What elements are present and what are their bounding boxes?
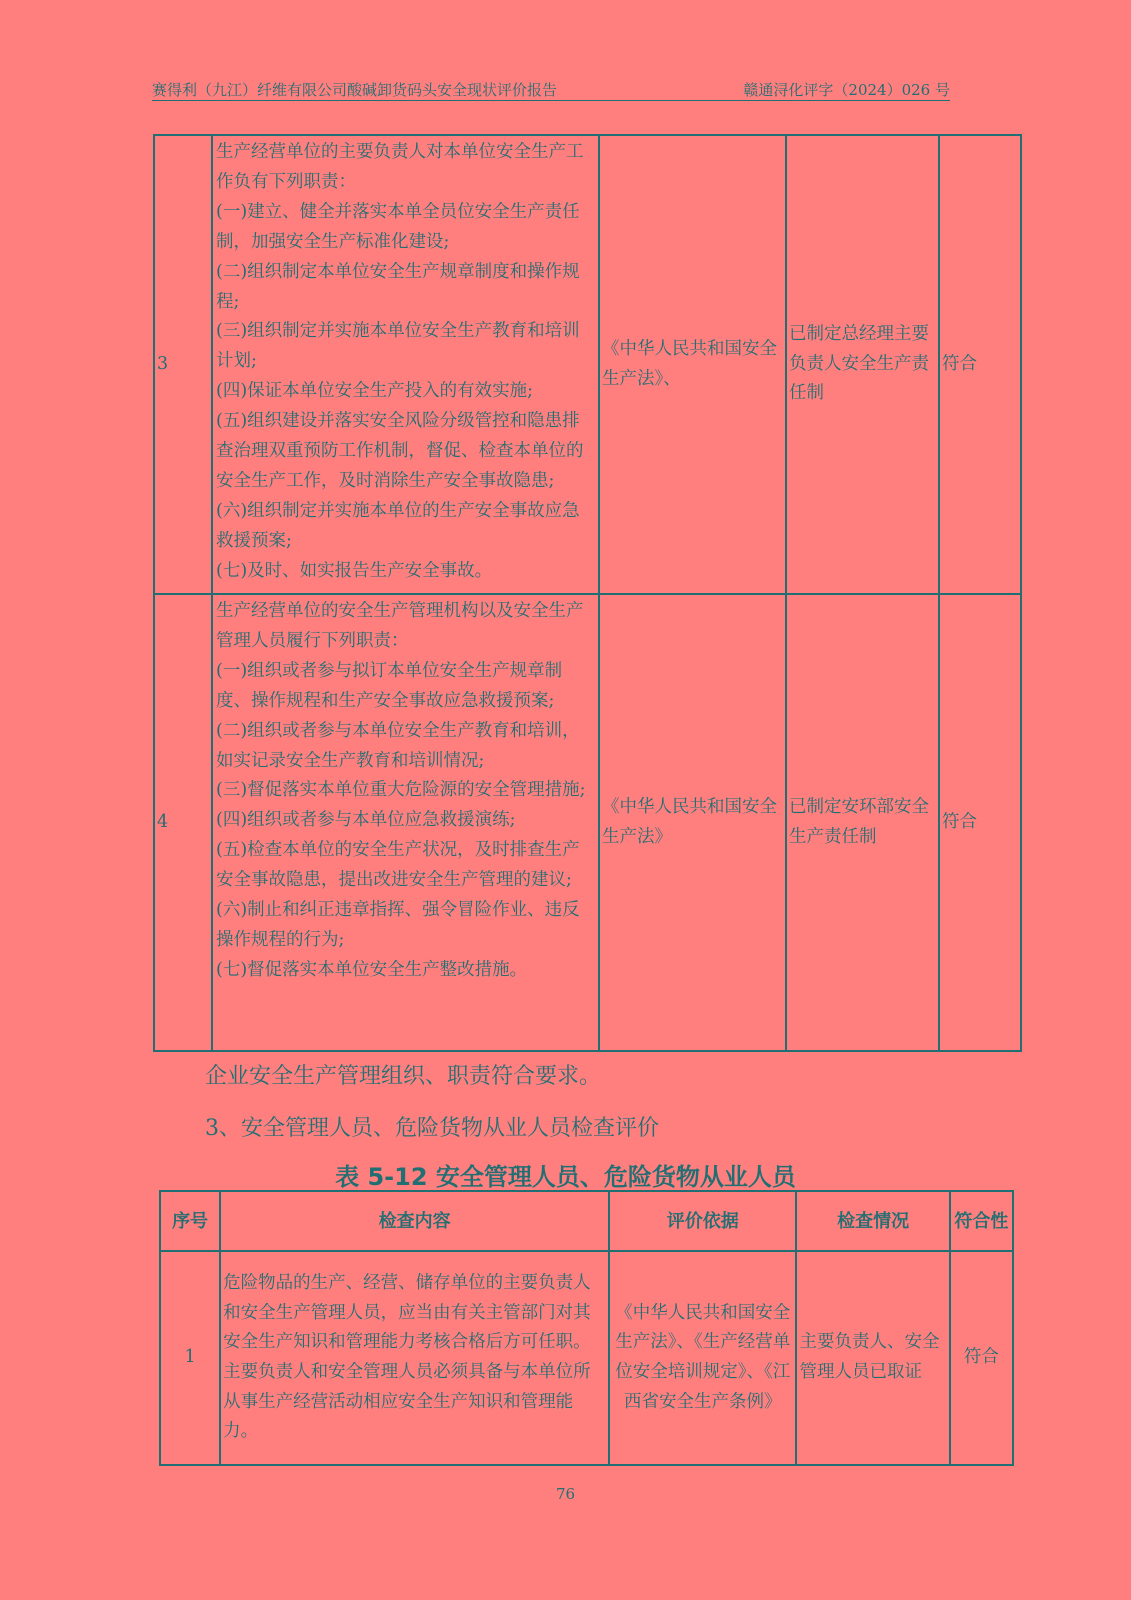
- check-status: 已制定安环部安全生产责任制: [786, 594, 939, 1051]
- content-line: (一)组织或者参与拟订本单位安全生产规章制度、操作规程和生产安全事故应急救援预案;: [216, 660, 563, 711]
- header-status: 检查情况: [796, 1191, 949, 1251]
- check-content: [212, 135, 599, 594]
- section-heading: 3、安全管理人员、危险货物从业人员检查评价: [205, 1116, 659, 1141]
- content-line: (二)组织或者参与本单位安全生产教育和培训，如实记录安全生产教育和培训情况;: [216, 720, 580, 771]
- conclusion-paragraph: 企业安全生产管理组织、职责符合要求。: [205, 1064, 602, 1089]
- check-status: 已制定总经理主要负责人安全生产责任制: [786, 135, 939, 594]
- row-number: 4: [154, 594, 212, 1051]
- content-line: (三)组织制定并实施本单位安全生产教育和培训计划;: [216, 321, 580, 372]
- content-line: (四)保证本单位安全生产投入的有效实施;: [216, 381, 534, 402]
- table-row: [160, 1251, 1013, 1465]
- content-line: 主要负责人和安全管理人员必须具备与本单位所从事生产经营活动相应安全生产知识和管理能力。: [223, 1362, 591, 1442]
- content-line: (一)建立、健全并落实本单全员位安全生产责任制，加强安全生产标准化建设;: [216, 201, 580, 252]
- evaluation-basis: 《中华人民共和国安全生产法》: [599, 594, 786, 1051]
- check-status: 主要负责人、安全管理人员已取证: [796, 1251, 949, 1465]
- content-line: (六)组织制定并实施本单位的生产安全事故应急救援预案;: [216, 500, 580, 551]
- header-content: 检查内容: [220, 1191, 609, 1251]
- header-basis: 评价依据: [609, 1191, 796, 1251]
- content-line: (七)及时、如实报告生产安全事故。: [216, 560, 493, 581]
- check-content: [212, 594, 599, 1051]
- content-line: (四)组织或者参与本单位应急救援演练;: [216, 810, 516, 831]
- content-line: (六)制止和纠正违章指挥、强令冒险作业、违反操作规程的行为;: [216, 900, 580, 950]
- content-line: (三)督促落实本单位重大危险源的安全管理措施;: [216, 780, 586, 801]
- personnel-check-table: [159, 1190, 1014, 1466]
- compliance-result: 符合: [939, 594, 1021, 1051]
- check-content: [220, 1251, 609, 1465]
- header-report-number: 赣通浔化评字（2024）026 号: [743, 81, 950, 99]
- table-caption: 表 5-12 安全管理人员、危险货物从业人员: [335, 1163, 796, 1191]
- content-line: 危险物品的生产、经营、储存单位的主要负责人和安全生产管理人员，应当由有关主管部门对其安全生产知识和管理能力考核合格后方可任职。: [223, 1272, 591, 1353]
- content-line: (二)组织制定本单位安全生产规章制度和操作规程;: [216, 261, 580, 312]
- header-no: 序号: [160, 1191, 220, 1251]
- content-line: (五)组织建设并落实安全风险分级管控和隐患排查治理双重预防工作机制，督促、检查本单位的安全生产工作，及时消除生产安全事故隐患;: [216, 411, 584, 491]
- content-line: 生产经营单位的主要负责人对本单位安全生产工作负有下列职责：: [216, 142, 584, 192]
- header-result: 符合性: [950, 1191, 1013, 1251]
- compliance-result: 符合: [950, 1251, 1013, 1465]
- content-line: (五)检查本单位的安全生产状况，及时排查生产安全事故隐患，提出改进安全生产管理的建议;: [216, 840, 580, 891]
- table-row: [154, 594, 1021, 1051]
- table-header-row: [160, 1191, 1013, 1251]
- duty-check-table: [153, 134, 1022, 1052]
- header-report-title: 赛得利（九江）纤维有限公司酸碱卸货码头安全现状评价报告: [152, 81, 558, 99]
- evaluation-basis: 《中华人民共和国安全生产法》、《生产经营单位安全培训规定》、《江西省安全生产条例》: [609, 1251, 796, 1465]
- page-header: [152, 80, 950, 101]
- row-number: 3: [154, 135, 212, 594]
- evaluation-basis: 《中华人民共和国安全生产法》、: [599, 135, 786, 594]
- row-number: 1: [160, 1251, 220, 1465]
- content-line: (七)督促落实本单位安全生产整改措施。: [216, 959, 528, 980]
- compliance-result: 符合: [939, 135, 1021, 594]
- content-line: 生产经营单位的安全生产管理机构以及安全生产管理人员履行下列职责：: [216, 601, 584, 651]
- table-row: [154, 135, 1021, 594]
- page-number: 76: [555, 1485, 576, 1503]
